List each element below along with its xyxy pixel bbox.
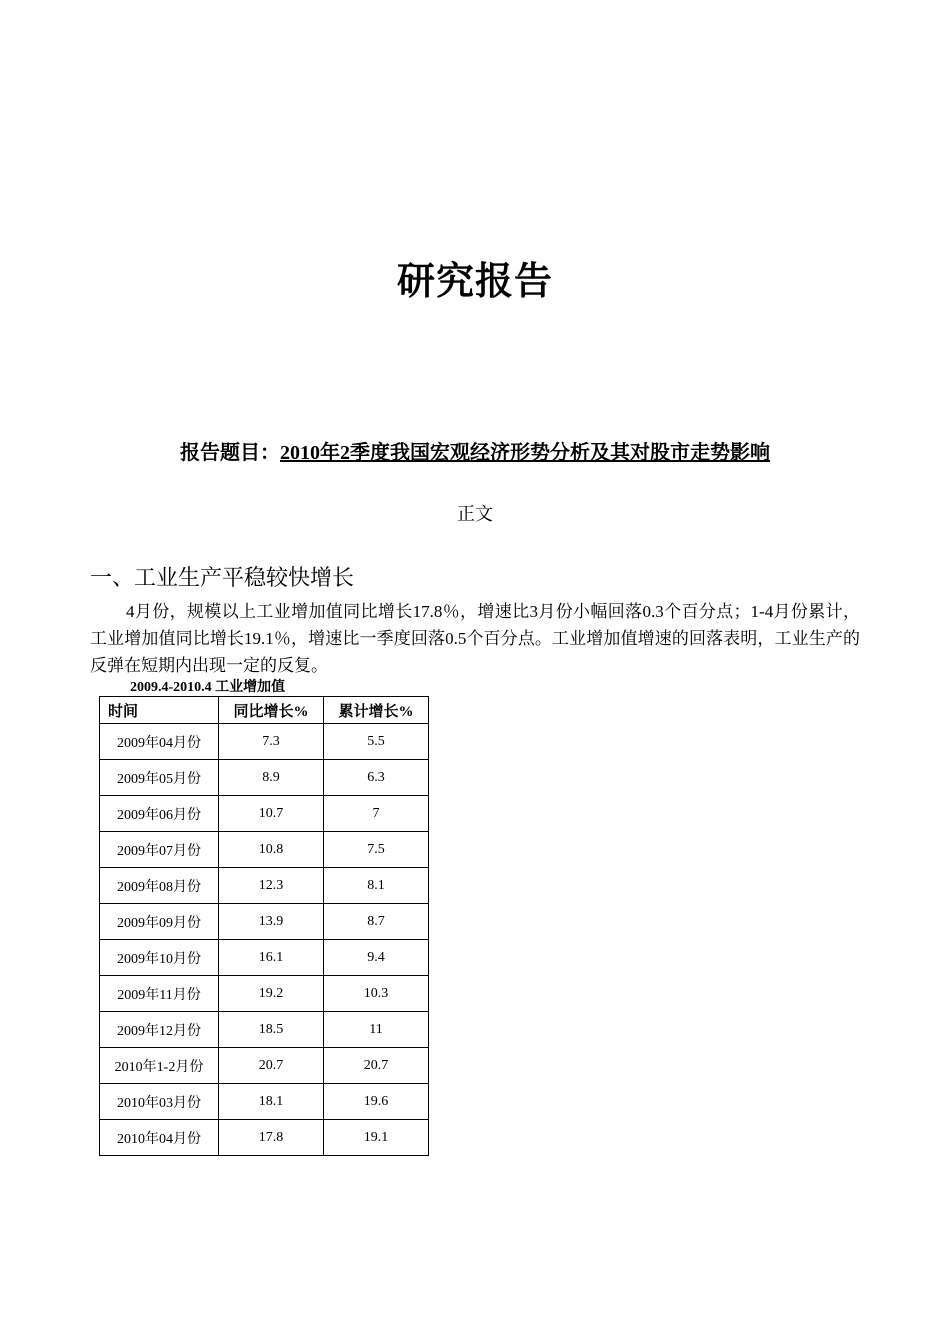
cell-yoy: 13.9 — [219, 904, 324, 940]
cell-time: 2010年04月份 — [100, 1120, 219, 1156]
cell-yoy: 19.2 — [219, 976, 324, 1012]
cell-yoy: 10.8 — [219, 832, 324, 868]
report-subject-value: 2010年2季度我国宏观经济形势分析及其对股市走势影响 — [280, 442, 770, 464]
report-subject-label: 报告题目： — [180, 442, 280, 464]
table-row — [100, 832, 429, 868]
table-row — [100, 1012, 429, 1048]
cell-yoy: 18.5 — [219, 1012, 324, 1048]
cell-time: 2010年1-2月份 — [100, 1048, 219, 1084]
table-row — [100, 1048, 429, 1084]
cell-time: 2009年05月份 — [100, 760, 219, 796]
table-row — [100, 940, 429, 976]
header-yoy: 同比增长% — [219, 697, 324, 724]
cell-cumulative: 9.4 — [324, 940, 429, 976]
cell-time: 2009年09月份 — [100, 904, 219, 940]
header-time: 时间 — [100, 697, 219, 724]
cell-yoy: 18.1 — [219, 1084, 324, 1120]
table-row — [100, 976, 429, 1012]
cell-cumulative: 7.5 — [324, 832, 429, 868]
table-row — [100, 904, 429, 940]
cell-yoy: 20.7 — [219, 1048, 324, 1084]
cell-yoy: 16.1 — [219, 940, 324, 976]
table-row — [100, 1120, 429, 1156]
cell-yoy: 7.3 — [219, 724, 324, 760]
cell-time: 2009年08月份 — [100, 868, 219, 904]
cell-cumulative: 19.6 — [324, 1084, 429, 1120]
cell-time: 2009年07月份 — [100, 832, 219, 868]
section-paragraph: 4月份，规模以上工业增加值同比增长17.8％，增速比3月份小幅回落0.3个百分点；1-4月份累计，工业增加值同比增长19.1％，增速比一季度回落0.5个百分点。工业增加值增速的回落表明，工业生产的反弹在短期内出现一定的反复。 — [90, 602, 860, 675]
table-row — [100, 724, 429, 760]
cell-yoy: 17.8 — [219, 1120, 324, 1156]
table-row — [100, 1084, 429, 1120]
cell-time: 2009年04月份 — [100, 724, 219, 760]
cell-cumulative: 8.7 — [324, 904, 429, 940]
cell-cumulative: 5.5 — [324, 724, 429, 760]
cell-cumulative: 7 — [324, 796, 429, 832]
section-heading: 一、工业生产平稳较快增长 — [90, 566, 355, 591]
report-subject — [0, 436, 950, 465]
table-caption: 2009.4-2010.4 工业增加值 — [130, 680, 286, 695]
cell-yoy: 8.9 — [219, 760, 324, 796]
cell-yoy: 10.7 — [219, 796, 324, 832]
cell-time: 2010年03月份 — [100, 1084, 219, 1120]
cell-cumulative: 11 — [324, 1012, 429, 1048]
cell-cumulative: 19.1 — [324, 1120, 429, 1156]
header-cumulative: 累计增长% — [324, 697, 429, 724]
page-title: 研究报告 — [396, 259, 553, 303]
cell-time: 2009年06月份 — [100, 796, 219, 832]
body-label: 正文 — [457, 504, 493, 524]
table-row — [100, 760, 429, 796]
cell-cumulative: 20.7 — [324, 1048, 429, 1084]
cell-cumulative: 10.3 — [324, 976, 429, 1012]
table-row — [100, 868, 429, 904]
cell-time: 2009年11月份 — [100, 976, 219, 1012]
cell-yoy: 12.3 — [219, 868, 324, 904]
cell-cumulative: 6.3 — [324, 760, 429, 796]
table-header-row — [100, 697, 429, 724]
cell-time: 2009年10月份 — [100, 940, 219, 976]
cell-time: 2009年12月份 — [100, 1012, 219, 1048]
table-row — [100, 796, 429, 832]
industrial-value-table — [99, 696, 429, 1156]
cell-cumulative: 8.1 — [324, 868, 429, 904]
